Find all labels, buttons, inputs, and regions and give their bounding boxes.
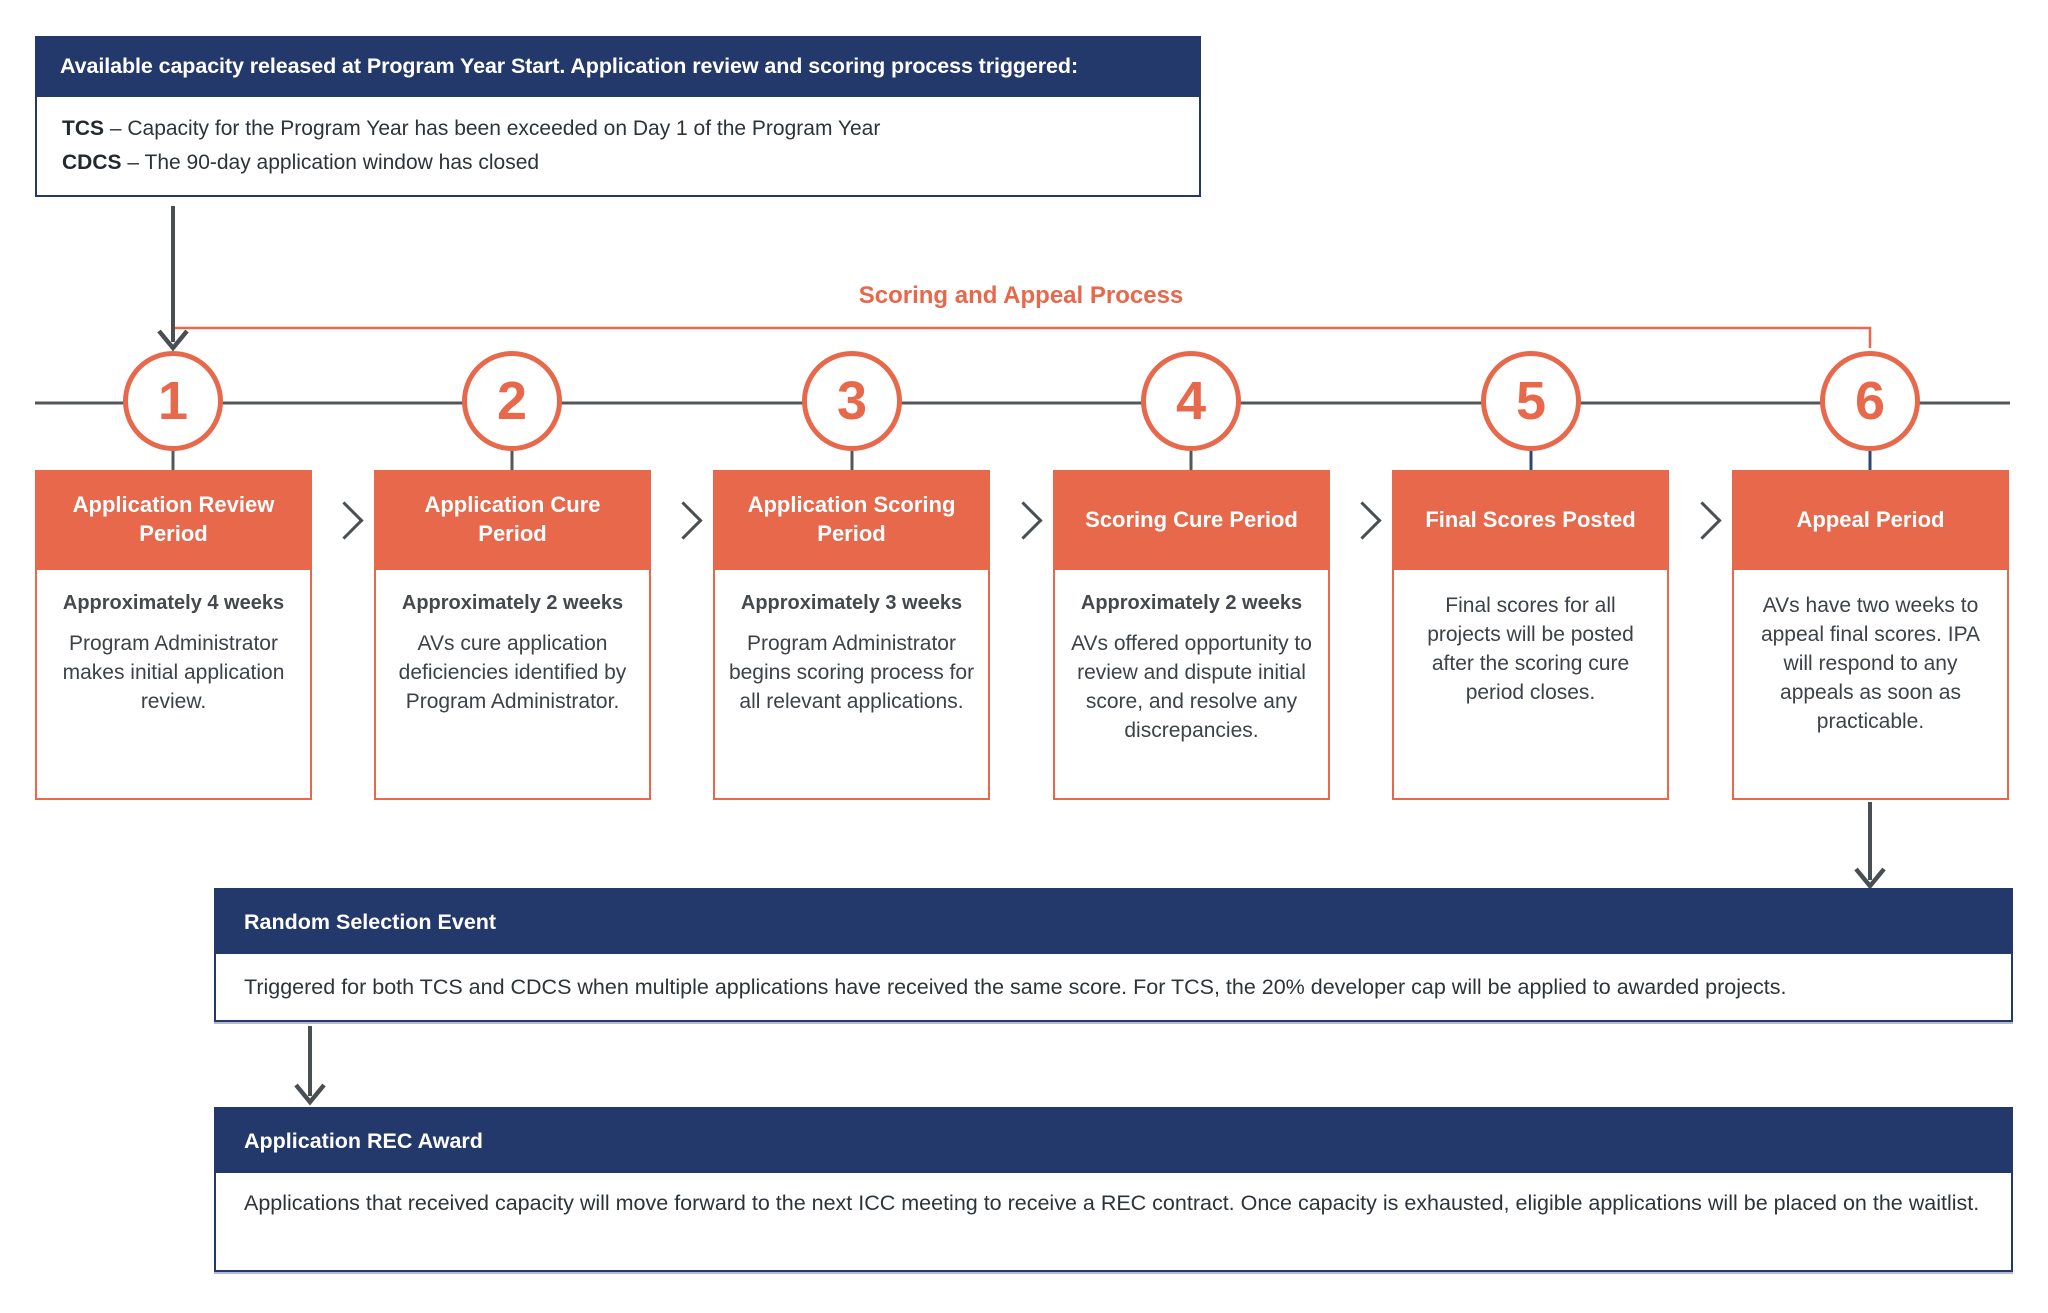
step-body [1732, 570, 2009, 800]
circle-number: 4 [1175, 371, 1207, 431]
step-title: Appeal Period [1732, 470, 2009, 570]
trigger-item-cdcs [62, 146, 1174, 180]
timeline-circle-3 [802, 351, 902, 451]
rec-award-title: Application REC Award [216, 1109, 2011, 1173]
step-title: Scoring Cure Period [1053, 470, 1330, 570]
trigger-text: – The 90-day application window has closed [127, 151, 540, 175]
circle-number: 5 [1515, 371, 1547, 431]
timeline-circle-1 [123, 351, 223, 451]
step-duration: Approximately 2 weeks [1080, 592, 1303, 614]
step-description: AVs offered opportunity to review and dispute initial score, and resolve any discrepancies. [1071, 632, 1312, 742]
timeline-circle-4 [1141, 351, 1241, 451]
circle-number: 6 [1854, 371, 1886, 431]
rec-award-box [214, 1107, 2013, 1272]
random-selection-box [214, 888, 2013, 1022]
step-body [1053, 570, 1330, 800]
step-description: AVs have two weeks to appeal final scores. IPA will respond to any appeals as soon as practicable. [1760, 594, 1981, 733]
step-title: Application Review Period [35, 470, 312, 570]
step-title: Application Scoring Period [713, 470, 990, 570]
step-final-scores-posted [1392, 470, 1669, 800]
step-body [35, 570, 312, 800]
step-description: Program Administrator begins scoring process for all relevant applications. [728, 632, 975, 713]
arrow-random-to-rec-icon [296, 1026, 324, 1102]
step-duration: Approximately 2 weeks [401, 592, 624, 614]
trigger-box-body [35, 97, 1201, 197]
arrow-appeal-to-random-icon [1856, 802, 1884, 886]
timeline-circle-2 [462, 351, 562, 451]
trigger-item-tcs [62, 112, 1174, 146]
random-selection-title: Random Selection Event [216, 890, 2011, 954]
timeline-circle-6 [1820, 351, 1920, 451]
trigger-text: – Capacity for the Program Year has been exceeded on Day 1 of the Program Year [109, 117, 881, 140]
scoring-appeal-label: Scoring and Appeal Process [858, 282, 1184, 309]
step-title: Application Cure Period [374, 470, 651, 570]
step-application-review-period [35, 470, 312, 800]
step-body [1392, 570, 1669, 800]
step-description: Final scores for all projects will be posted after the scoring cure period closes. [1427, 594, 1634, 704]
step-application-scoring-period [713, 470, 990, 800]
trigger-term: CDCS [62, 151, 122, 175]
circle-number: 2 [496, 371, 528, 431]
step-description: Program Administrator makes initial application review. [62, 632, 285, 713]
circle-number: 1 [157, 371, 189, 431]
random-selection-description: Triggered for both TCS and CDCS when multiple applications have received the same score. For TCS, the 20% developer cap will be applied to awarded projects. [244, 974, 1787, 999]
rec-award-description: Applications that received capacity will move forward to the next ICC meeting to receive a REC contract. Once capacity is exhausted, eligible applications will be placed on the waitlist. [244, 1191, 1980, 1215]
step-description: AVs cure application deficiencies identified by Program Administrator. [398, 632, 627, 713]
step-duration: Approximately 3 weeks [740, 592, 963, 614]
step-title: Final Scores Posted [1392, 470, 1669, 570]
trigger-box [35, 36, 1201, 197]
step-application-cure-period [374, 470, 651, 800]
step-duration: Approximately 4 weeks [62, 592, 285, 614]
trigger-box-title: Available capacity released at Program Year Start. Application review and scoring process triggered: [35, 36, 1201, 97]
scoring-bracket-line [173, 328, 1870, 348]
step-body [713, 570, 990, 800]
step-scoring-cure-period [1053, 470, 1330, 800]
timeline-circle-5 [1481, 351, 1581, 451]
step-appeal-period [1732, 470, 2009, 800]
trigger-term: TCS [62, 117, 104, 140]
step-body [374, 570, 651, 800]
circle-number: 3 [836, 371, 868, 431]
arrow-trigger-to-step1-icon [159, 206, 187, 348]
